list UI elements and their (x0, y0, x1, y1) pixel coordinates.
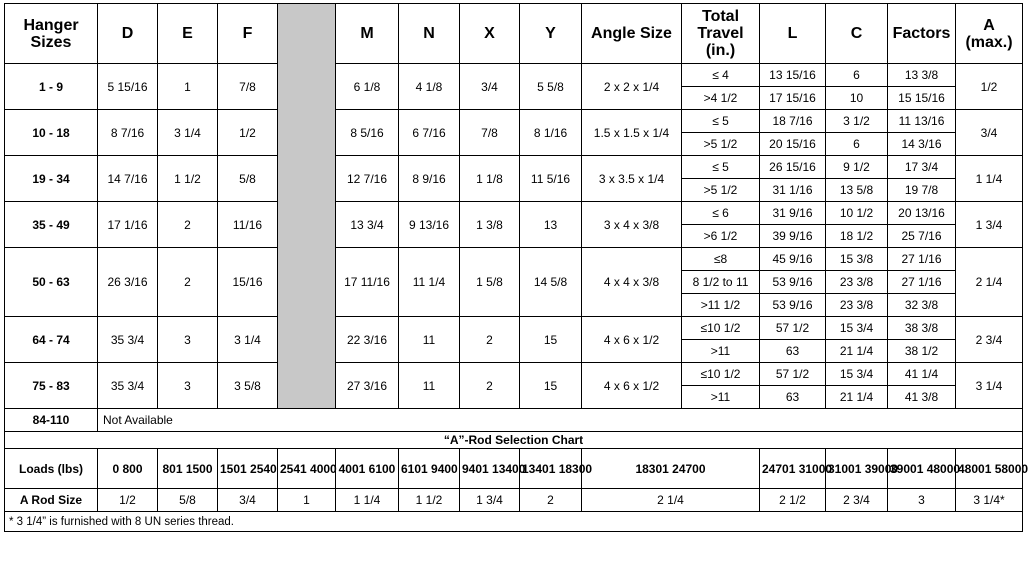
total-travel-cell: ≤ 6 (682, 202, 760, 225)
hanger-size-cell: 1 - 9 (5, 64, 98, 110)
l-cell: 53 9/16 (760, 294, 826, 317)
total-travel-cell: ≤ 5 (682, 156, 760, 179)
m-cell: 13 3/4 (336, 202, 399, 248)
load-range-cell: 13401 18300 (520, 449, 582, 489)
d-cell: 5 15/16 (98, 64, 158, 110)
total-travel-cell: ≤8 (682, 248, 760, 271)
angle-size-cell: 4 x 6 x 1/2 (582, 317, 682, 363)
c-cell: 18 1/2 (826, 225, 888, 248)
y-cell: 8 1/16 (520, 110, 582, 156)
rod-size-cell: 2 (520, 489, 582, 512)
e-cell: 2 (158, 248, 218, 317)
header-c: C (826, 4, 888, 64)
l-cell: 39 9/16 (760, 225, 826, 248)
total-travel-cell: ≤ 5 (682, 110, 760, 133)
m-cell: 12 7/16 (336, 156, 399, 202)
not-available-row (5, 409, 1023, 432)
c-cell: 15 3/4 (826, 317, 888, 340)
factors-cell: 17 3/4 (888, 156, 956, 179)
footnote: * 3 1/4” is furnished with 8 UN series thread. (5, 512, 1023, 532)
c-cell: 21 1/4 (826, 386, 888, 409)
d-cell: 17 1/16 (98, 202, 158, 248)
footnote-row (5, 512, 1023, 532)
y-cell: 15 (520, 363, 582, 409)
total-travel-cell: >11 (682, 386, 760, 409)
total-travel-cell: >11 (682, 340, 760, 363)
f-cell: 7/8 (218, 64, 278, 110)
table-row (5, 156, 1023, 179)
hanger-size-cell: 64 - 74 (5, 317, 98, 363)
angle-size-cell: 3 x 4 x 3/8 (582, 202, 682, 248)
rod-size-cell: 3 (888, 489, 956, 512)
d-cell: 14 7/16 (98, 156, 158, 202)
e-cell: 1 (158, 64, 218, 110)
f-cell: 3 1/4 (218, 317, 278, 363)
e-cell: 1 1/2 (158, 156, 218, 202)
load-range-cell: 48001 58000 (956, 449, 1023, 489)
c-cell: 6 (826, 133, 888, 156)
d-cell: 26 3/16 (98, 248, 158, 317)
total-travel-cell: >5 1/2 (682, 133, 760, 156)
table-row (5, 110, 1023, 133)
load-range-cell: 2541 4000 (278, 449, 336, 489)
c-cell: 23 3/8 (826, 271, 888, 294)
load-range-cell: 18301 24700 (582, 449, 760, 489)
x-cell: 1 1/8 (460, 156, 520, 202)
x-cell: 7/8 (460, 110, 520, 156)
f-cell: 11/16 (218, 202, 278, 248)
header-x: X (460, 4, 520, 64)
c-cell: 9 1/2 (826, 156, 888, 179)
hanger-size-cell: 84-110 (5, 409, 98, 432)
e-cell: 3 (158, 317, 218, 363)
table-row (5, 64, 1023, 87)
hanger-size-cell: 10 - 18 (5, 110, 98, 156)
total-travel-cell: ≤ 4 (682, 64, 760, 87)
factors-cell: 25 7/16 (888, 225, 956, 248)
a-max-cell: 1/2 (956, 64, 1023, 110)
angle-size-cell: 2 x 2 x 1/4 (582, 64, 682, 110)
y-cell: 14 5/8 (520, 248, 582, 317)
x-cell: 2 (460, 363, 520, 409)
rod-size-cell: 1 3/4 (460, 489, 520, 512)
table-row (5, 363, 1023, 386)
rod-size-cell: 3 1/4* (956, 489, 1023, 512)
y-cell: 11 5/16 (520, 156, 582, 202)
a-max-cell: 2 1/4 (956, 248, 1023, 317)
m-cell: 6 1/8 (336, 64, 399, 110)
total-travel-cell: >11 1/2 (682, 294, 760, 317)
load-range-cell: 39001 48000 (888, 449, 956, 489)
factors-cell: 15 15/16 (888, 87, 956, 110)
hanger-size-cell: 50 - 63 (5, 248, 98, 317)
hanger-size-cell: 35 - 49 (5, 202, 98, 248)
loads-label: Loads (lbs) (5, 449, 98, 489)
table-row (5, 317, 1023, 340)
l-cell: 57 1/2 (760, 317, 826, 340)
table-row (5, 248, 1023, 271)
e-cell: 2 (158, 202, 218, 248)
total-travel-cell: ≤10 1/2 (682, 363, 760, 386)
m-cell: 22 3/16 (336, 317, 399, 363)
table-row (5, 202, 1023, 225)
l-cell: 57 1/2 (760, 363, 826, 386)
header-f: F (218, 4, 278, 64)
c-cell: 6 (826, 64, 888, 87)
rod-size-cell: 2 3/4 (826, 489, 888, 512)
f-cell: 1/2 (218, 110, 278, 156)
a-max-cell: 1 1/4 (956, 156, 1023, 202)
rod-size-cell: 2 1/2 (760, 489, 826, 512)
m-cell: 8 5/16 (336, 110, 399, 156)
x-cell: 1 5/8 (460, 248, 520, 317)
load-range-cell: 0 800 (98, 449, 158, 489)
rod-size-row (5, 489, 1023, 512)
a-max-cell: 3/4 (956, 110, 1023, 156)
angle-size-cell: 3 x 3.5 x 1/4 (582, 156, 682, 202)
n-cell: 9 13/16 (399, 202, 460, 248)
hanger-dimension-table (4, 3, 1028, 532)
e-cell: 3 1/4 (158, 110, 218, 156)
total-travel-cell: 8 1/2 to 11 (682, 271, 760, 294)
l-cell: 63 (760, 340, 826, 363)
factors-cell: 14 3/16 (888, 133, 956, 156)
m-cell: 17 11/16 (336, 248, 399, 317)
l-cell: 26 15/16 (760, 156, 826, 179)
factors-cell: 27 1/16 (888, 248, 956, 271)
f-cell: 3 5/8 (218, 363, 278, 409)
header-total-travel: Total Travel (in.) (682, 4, 760, 64)
rod-size-cell: 1 (278, 489, 336, 512)
load-range-cell: 6101 9400 (399, 449, 460, 489)
header-y: Y (520, 4, 582, 64)
x-cell: 1 3/8 (460, 202, 520, 248)
f-cell: 5/8 (218, 156, 278, 202)
d-cell: 35 3/4 (98, 363, 158, 409)
a-max-cell: 1 3/4 (956, 202, 1023, 248)
rod-size-cell: 3/4 (218, 489, 278, 512)
rod-chart-title-row (5, 432, 1023, 449)
header-l: L (760, 4, 826, 64)
y-cell: 5 5/8 (520, 64, 582, 110)
n-cell: 8 9/16 (399, 156, 460, 202)
d-cell: 8 7/16 (98, 110, 158, 156)
header-d: D (98, 4, 158, 64)
factors-cell: 19 7/8 (888, 179, 956, 202)
total-travel-cell: ≤10 1/2 (682, 317, 760, 340)
angle-size-cell: 1.5 x 1.5 x 1/4 (582, 110, 682, 156)
c-cell: 15 3/8 (826, 248, 888, 271)
header-e: E (158, 4, 218, 64)
factors-cell: 38 3/8 (888, 317, 956, 340)
not-available-text: Not Available (98, 409, 1023, 432)
n-cell: 4 1/8 (399, 64, 460, 110)
rod-size-cell: 1 1/4 (336, 489, 399, 512)
c-cell: 10 (826, 87, 888, 110)
e-cell: 3 (158, 363, 218, 409)
rod-chart-title: “A”-Rod Selection Chart (5, 432, 1023, 449)
factors-cell: 41 3/8 (888, 386, 956, 409)
n-cell: 6 7/16 (399, 110, 460, 156)
header-angle-size: Angle Size (582, 4, 682, 64)
f-cell: 15/16 (218, 248, 278, 317)
a-max-cell: 2 3/4 (956, 317, 1023, 363)
header-n: N (399, 4, 460, 64)
l-cell: 45 9/16 (760, 248, 826, 271)
factors-cell: 32 3/8 (888, 294, 956, 317)
l-cell: 31 9/16 (760, 202, 826, 225)
hanger-table-page (4, 3, 1028, 532)
m-cell: 27 3/16 (336, 363, 399, 409)
c-cell: 3 1/2 (826, 110, 888, 133)
c-cell: 13 5/8 (826, 179, 888, 202)
rod-size-cell: 1/2 (98, 489, 158, 512)
factors-cell: 20 13/16 (888, 202, 956, 225)
n-cell: 11 1/4 (399, 248, 460, 317)
c-cell: 10 1/2 (826, 202, 888, 225)
load-range-cell: 31001 39000 (826, 449, 888, 489)
hanger-size-cell: 19 - 34 (5, 156, 98, 202)
l-cell: 13 15/16 (760, 64, 826, 87)
header-a-max: A (max.) (956, 4, 1023, 64)
rod-size-cell: 1 1/2 (399, 489, 460, 512)
angle-size-cell: 4 x 4 x 3/8 (582, 248, 682, 317)
y-cell: 15 (520, 317, 582, 363)
n-cell: 11 (399, 317, 460, 363)
l-cell: 18 7/16 (760, 110, 826, 133)
a-max-cell: 3 1/4 (956, 363, 1023, 409)
rod-size-label: A Rod Size (5, 489, 98, 512)
factors-cell: 11 13/16 (888, 110, 956, 133)
factors-cell: 27 1/16 (888, 271, 956, 294)
load-range-cell: 801 1500 (158, 449, 218, 489)
load-range-cell: 9401 13400 (460, 449, 520, 489)
total-travel-cell: >5 1/2 (682, 179, 760, 202)
total-travel-cell: >6 1/2 (682, 225, 760, 248)
x-cell: 2 (460, 317, 520, 363)
rod-size-cell: 2 1/4 (582, 489, 760, 512)
n-cell: 11 (399, 363, 460, 409)
c-cell: 23 3/8 (826, 294, 888, 317)
load-range-cell: 1501 2540 (218, 449, 278, 489)
x-cell: 3/4 (460, 64, 520, 110)
c-cell: 21 1/4 (826, 340, 888, 363)
d-cell: 35 3/4 (98, 317, 158, 363)
hanger-size-cell: 75 - 83 (5, 363, 98, 409)
l-cell: 63 (760, 386, 826, 409)
load-range-cell: 24701 31000 (760, 449, 826, 489)
loads-row (5, 449, 1023, 489)
total-travel-cell: >4 1/2 (682, 87, 760, 110)
header-factors: Factors (888, 4, 956, 64)
header-hanger-sizes: Hanger Sizes (5, 4, 98, 64)
rod-size-cell: 5/8 (158, 489, 218, 512)
gray-spacer-column (278, 4, 336, 409)
l-cell: 20 15/16 (760, 133, 826, 156)
c-cell: 15 3/4 (826, 363, 888, 386)
header-row (5, 4, 1023, 64)
l-cell: 53 9/16 (760, 271, 826, 294)
load-range-cell: 4001 6100 (336, 449, 399, 489)
l-cell: 31 1/16 (760, 179, 826, 202)
factors-cell: 13 3/8 (888, 64, 956, 87)
l-cell: 17 15/16 (760, 87, 826, 110)
angle-size-cell: 4 x 6 x 1/2 (582, 363, 682, 409)
factors-cell: 41 1/4 (888, 363, 956, 386)
header-m: M (336, 4, 399, 64)
y-cell: 13 (520, 202, 582, 248)
factors-cell: 38 1/2 (888, 340, 956, 363)
